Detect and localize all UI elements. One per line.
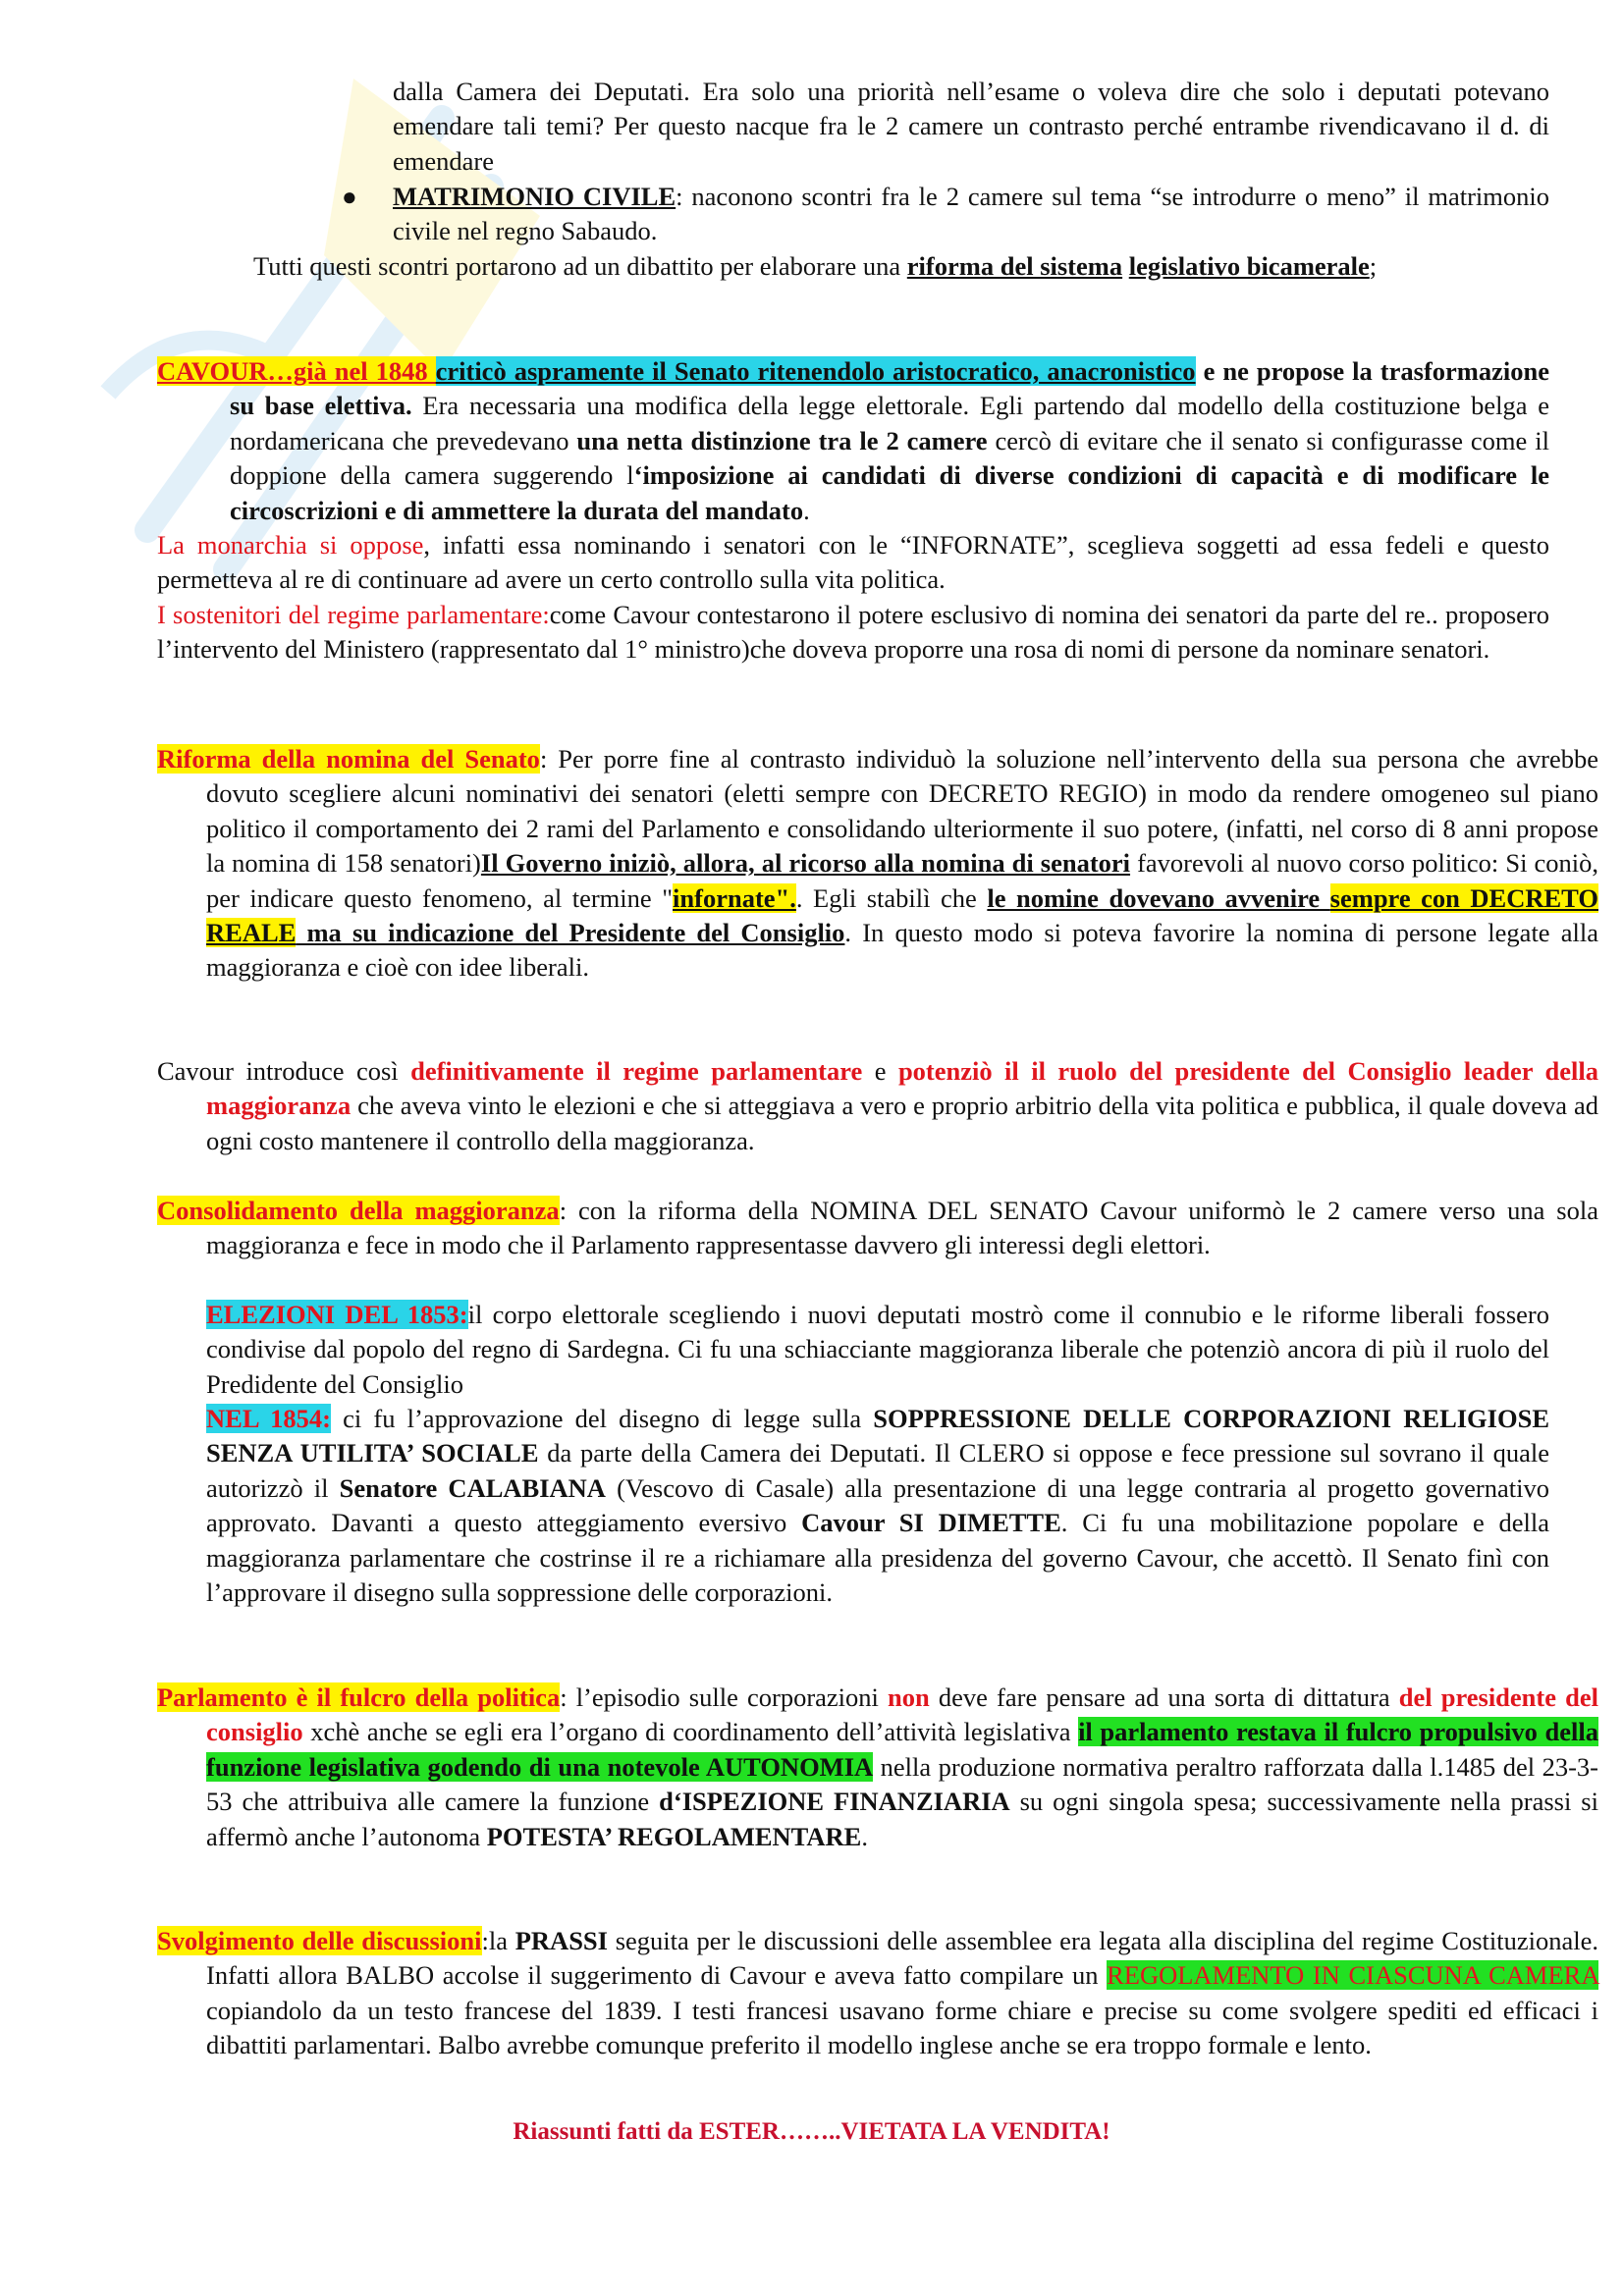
svolgimento-paragraph — [157, 1924, 1598, 2063]
intro-paragraph: dalla Camera dei Deputati. Era solo una priorità nell’esame o voleva dire che solo i deputati potevano emendare tali temi? Per questo nacque fra le 2 camere un contrasto perché entrambe rivendicavano il d. di emendare — [393, 77, 1549, 176]
cavour-text-1: e ne propose la trasformazione su base elettiva. — [230, 356, 1549, 421]
riforma-text-5: . Egli stabilì che — [795, 882, 988, 913]
cavour-text-4: cercò di evitare che il senato si configurasse come il doppione della camera suggerendo l — [230, 425, 1549, 491]
svolgimento-heading: Svolgimento delle discussioni — [157, 1926, 482, 1955]
parlamento-text-4: del presidente del consiglio — [206, 1682, 1598, 1747]
nel1854-text-7: . Ci fu una mobilitazione popolare e della maggioranza parlamentare che costrinse il re a richiamare alla presidenza del governo Cavour, che accettò. Il Senato finì con l’approvare il disegno sulla soppressione delle corporazioni. — [206, 1508, 1550, 1608]
introduce-text-5: che aveva vinto le elezioni e che si atteggiava a vero e proprio arbitrio della vita politica e pubblica, il quale doveva ad ogni costo mantenere il controllo della maggioranza. — [206, 1091, 1598, 1155]
nel1854-text-6: Cavour SI DIMETTE — [801, 1508, 1061, 1538]
parlamento-text-5: xchè anche se egli era l’organo di coordinamento dell’attività legislativa — [302, 1717, 1079, 1747]
cavour-heading: CAVOUR…già nel 1848 — [157, 356, 436, 386]
matrimonio-label: MATRIMONIO CIVILE — [393, 182, 676, 211]
elezioni-heading: ELEZIONI DEL 1853: — [206, 1300, 468, 1329]
cavour-text-6: . — [803, 495, 810, 525]
monarchia-heading: La monarchia si oppose — [157, 530, 424, 560]
sostenitori-heading: I sostenitori del regime parlamentare: — [157, 600, 550, 629]
consolidamento-paragraph — [157, 1194, 1598, 1263]
riforma-text-8: ma su indicazione del Presidente del Consiglio — [296, 918, 845, 948]
elezioni-text: il corpo elettorale scegliendo i nuovi deputati mostrò come il connubio e le riforme liberali fossero condivise dal popolo del regno di Sardegna. Ci fu una schiacciante maggioranza liberale che potenziò ancora di più il ruolo del Predidente del Consiglio — [206, 1300, 1549, 1399]
sostenitori-text: come Cavour contestarono il potere esclusivo di nomina dei senatori da parte del re.. proposero l’intervento del Ministero (rappresentato dal 1° ministro)che doveva proporre una rosa di nomi di persone da nominare senatori. — [157, 600, 1549, 665]
matrimonio-text: : naconono scontri fra le 2 camere sul tema “se introdurre o meno” il matrimonio civile nel regno Sabaudo. — [393, 182, 1550, 246]
riforma-heading: Riforma della nomina del Senato — [157, 744, 540, 774]
parlamento-text-1: : l’episodio sulle corporazioni — [560, 1682, 889, 1712]
parlamento-non: non — [888, 1682, 930, 1712]
riforma-paragraph — [157, 742, 1598, 986]
nel1854-text-3: da parte della Camera dei Deputati. Il CLERO si oppose e fece pressione sul sovrano il quale autorizzò il — [206, 1438, 1549, 1503]
riforma-decreto-reale: sempre con DECRETO REALE — [206, 882, 1598, 948]
svolgimento-text-5: copiandolo da un testo francese del 1839. I testi francesi usavano forme chiare e precise su come svolgere spediti ed efficaci i dibattiti parlamentari. Balbo avrebbe comunque preferito il modello inglese anche se era troppo formale e lento. — [206, 1995, 1598, 2060]
cavour-text-2: Era necessaria una modifica della legge elettorale. Egli partendo dal modello della costituzione belga e nordamericana che prevedevano — [230, 391, 1549, 455]
elezioni-paragraph — [206, 1298, 1549, 1402]
svolgimento-regolamento: REGOLAMENTO IN CIASCUNA CAMERA — [1107, 1960, 1599, 1991]
nel1854-heading: NEL 1854: — [206, 1404, 331, 1433]
summary-riforma: riforma del sistema — [906, 251, 1123, 281]
parlamento-autonomia: il parlamento restava il fulcro propulsivo della funzione legislativa godendo di una notevole AUTONOMIA — [206, 1717, 1598, 1782]
summary-space — [1122, 251, 1129, 281]
bullet-icon: ● — [342, 183, 357, 211]
nel1854-text-1: ci fu l’approvazione del disegno di legge sulla — [331, 1404, 874, 1433]
svolgimento-prassi: PRASSI — [514, 1926, 608, 1955]
consolidamento-heading: Consolidamento della maggioranza — [157, 1196, 560, 1225]
nel1854-text-2: SOPPRESSIONE DELLE CORPORAZIONI RELIGIOSE SENZA UTILITA’ SOCIALE — [206, 1404, 1550, 1468]
riforma-text-9: . In questo modo si poteva favorire la nomina di persone legate alla maggioranza e cioè con idee liberali. — [206, 918, 1598, 983]
nel1854-paragraph — [206, 1402, 1549, 1610]
summary-paragraph — [253, 249, 1549, 284]
footer-note: Riassunti fatti da ESTER……..VIETATA LA VENDITA! — [513, 2118, 1110, 2145]
bullet-matrimonio — [393, 180, 1549, 249]
riforma-text-2: Il Governo iniziò, allora, al ricorso alla nomina di senatori — [480, 848, 1131, 879]
summary-end: ; — [1369, 251, 1378, 281]
monarchia-text: , infatti essa nominando i senatori con le “INFORNATE”, sceglieva soggetti ad essa fedeli e questo permetteva al re di continuare ad avere un certo controllo sulla vita politica. — [157, 530, 1549, 595]
riforma-text-6: le nomine dovevano avvenire — [987, 882, 1330, 913]
introduce-text-3: e — [862, 1056, 898, 1086]
cavour-text-5: ‘imposizione ai candidati di diverse condizioni di capacità e di modificare le circoscrizioni e di ammettere la durata del mandato — [230, 460, 1549, 525]
introduce-text-1: Cavour introduce così — [157, 1056, 411, 1086]
riforma-infornate: infornate". — [673, 882, 796, 913]
cavour-text-3: una netta distinzione tra le 2 camere — [576, 425, 988, 455]
cavour-critique: criticò aspramente il Senato ritenendolo aristocratico, anacronistico — [435, 356, 1196, 386]
parlamento-paragraph — [157, 1681, 1598, 1854]
svolgimento-text-3: seguita per le discussioni delle assemblee era legata alla disciplina del regime Costituzionale. Infatti allora BALBO accolse il suggerimento di Cavour e aveva fatto compilare un — [206, 1926, 1598, 1991]
parlamento-heading: Parlamento è il fulcro della politica — [157, 1682, 561, 1712]
sostenitori-paragraph — [157, 598, 1549, 667]
parlamento-text-7: nella produzione normativa peraltro rafforzata dalla l.1485 del 23-3-53 che attribuiva alle camere la funzione — [206, 1751, 1598, 1817]
cavour-paragraph — [157, 354, 1549, 528]
introduce-paragraph — [157, 1054, 1598, 1158]
riforma-text-1: : Per porre fine al contrasto individuò la soluzione nell’intervento della sua persona che avrebbe dovuto scegliere alcuni nominativi dei senatori (eletti sempre con DECRETO REGIO) in modo da rendere omogeneo sul piano politico il comportamento dei 2 rami del Parlamento e consolidando ulteriormente il suo potere, (infatti, nel corso di 8 anni propose la nomina di 158 senatori) — [206, 744, 1598, 879]
svolgimento-text-1: :la — [481, 1926, 515, 1955]
parlamento-text-9: su ogni singola spesa; successivamente nella prassi si affermò anche l’autonoma — [206, 1787, 1598, 1851]
riforma-text-3: favorevoli al nuovo corso politico: Si coniò, per indicare questo fenomeno, al termine " — [206, 848, 1598, 913]
summary-text: Tutti questi scontri portarono ad un dibattito per elaborare una — [253, 251, 907, 281]
nel1854-text-4: Senatore CALABIANA — [339, 1472, 606, 1503]
consolidamento-text: : con la riforma della NOMINA DEL SENATO Cavour uniformò le 2 camere verso una sola maggioranza e fece in modo che il Parlamento rappresentasse davvero gli interessi degli elettori. — [206, 1196, 1598, 1260]
introduce-text-2: definitivamente il regime parlamentare — [410, 1056, 863, 1086]
nel1854-text-5: (Vescovo di Casale) alla presentazione di una legge contraria al progetto governativo approvato. Davanti a questo atteggiamento eversivo — [206, 1472, 1549, 1538]
introduce-text-4: potenziò il il ruolo del presidente del Consiglio leader della maggioranza — [206, 1056, 1599, 1121]
parlamento-potesta: POTESTA’ REGOLAMENTARE — [486, 1821, 862, 1851]
parlamento-ispezione: d‘ISPEZIONE FINANZIARIA — [659, 1787, 1010, 1817]
summary-bicamerale: legislativo bicamerale — [1128, 251, 1370, 281]
parlamento-text-11: . — [861, 1821, 868, 1851]
monarchia-paragraph — [157, 528, 1549, 598]
parlamento-text-3: deve fare pensare ad una sorta di dittatura — [929, 1682, 1399, 1712]
